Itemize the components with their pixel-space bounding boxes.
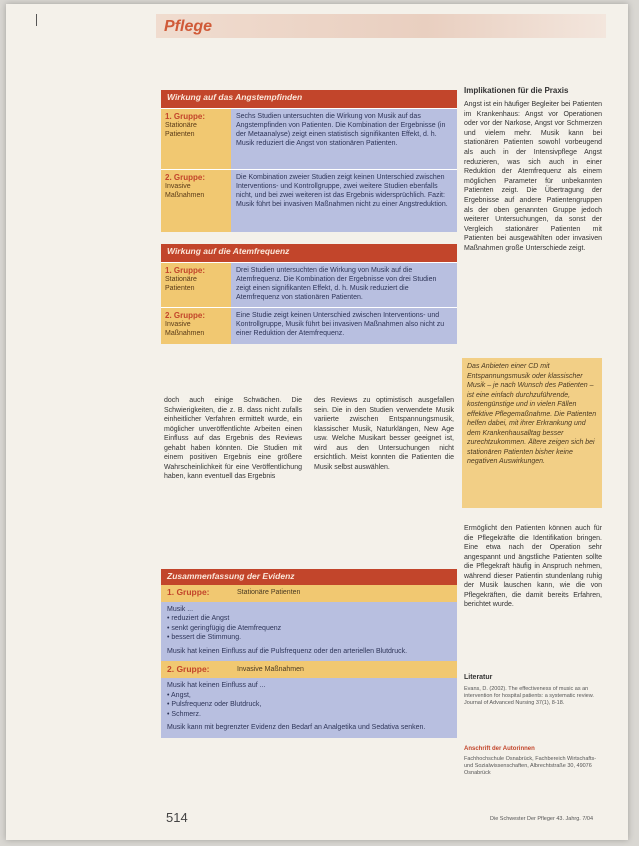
group-subtitle: Invasive Maßnahmen: [165, 321, 205, 337]
summary-line: Musik hat keinen Einfluss auf ...: [167, 682, 266, 689]
summary-line: • Schmerz.: [167, 710, 201, 718]
body-text-middle: des Reviews zu optimistisch ausgefallen sein. Die in den Studien verwendete Musik variierte zwischen Entspannungsmusik, klassischer Musik, Naturklängen, New Age usw. Welche Musikart besser geeignet ist, wird aus den Untersuchungen nicht ersichtlich. Meist konnten die Patienten die Musik selbst auswählen.: [314, 397, 454, 471]
group-text: Drei Studien untersuchten die Wirkung von Musik auf die Atemfrequenz. Die Kombination der Ergebnisse von drei Studien zeigt einen signifikanten Effekt, d. h. Musik reduziert die Atemfrequenz von stationären Patienten.: [231, 263, 457, 307]
header-bar: [156, 14, 606, 38]
summary-note: Musik kann mit begrenzter Evidenz den Bedarf an Analgetika und Sedativa senken.: [167, 724, 426, 731]
references-text: Evans, D. (2002). The effectiveness of music as an intervention for hospital patients: a systematic review. Journal of Advanced Nursing 37(1), 8-18.: [464, 686, 594, 706]
journal-footer: Die Schwester Der Pfleger 43. Jahrg. 7/04: [490, 816, 594, 822]
group-label: [161, 170, 231, 232]
group-row: [161, 307, 457, 344]
summary-title: Zusammenfassung der Evidenz: [161, 569, 457, 585]
page: [6, 4, 628, 840]
box-title: Wirkung auf das Angstempfinden: [161, 90, 457, 108]
implications-title: Implikationen für die Praxis: [464, 86, 569, 95]
summary-line: • bessert die Stimmung.: [167, 634, 242, 641]
group-subtitle: Invasive Maßnahmen: [165, 183, 205, 199]
group-row: [161, 262, 457, 307]
implications-text: Angst ist ein häufiger Begleiter bei Patienten im Krankenhaus: Angst vor Operationen oder vor der Narkose, Angst vor Schmerzen und vielem mehr. Musik kann bei stationären Patienten sowohl vorbeugend als auch in der Intensivpflege Angst reduzieren, was sich auch in einer Reduktion der Atemfrequenz als einem möglichen Parameter für unbekannten Patienten zeigt. Die Übertragung der Ergebnisse auf andere Patientengruppen als der oben genannten Gruppe jedoch weiterer Untersuchungen, da sonst der Vergleich stationärer Patienten mit Patienten bei ausgewählten oder invasiven Maßnahmen große Unterschiede zeigt.: [464, 101, 602, 252]
group-subtitle: Stationäre Patienten: [165, 122, 197, 138]
group-row: [161, 108, 457, 169]
margin-rule: [36, 14, 37, 26]
anxiety-effect-box: [161, 90, 457, 232]
box-title: Wirkung auf die Atemfrequenz: [161, 244, 457, 262]
group-subtitle: Stationäre Patienten: [165, 276, 197, 292]
summary-group-2-body: [161, 678, 457, 738]
pull-quote: Das Anbieten einer CD mit Entspannungsmusik oder klassischer Musik – je nach Wunsch des Patienten – ist eine einfach durchzuführende, kostengünstige und in vielen Fällen effektive Pflegemaßnahme. Die Patienten helfen dabei, mit ihrer Erkrankung und dem Krankenhausalltag besser zurechtzukommen. Ältere zeigen sich bei stationären Patienten bisher keine negativen Auswirkungen.: [462, 358, 602, 508]
group-text: Sechs Studien untersuchten die Wirkung von Musik auf das Angstempfinden von Patienten. Die Kombination der Ergebnisse (in der Metaanalyse) zeigt einen statistisch signifikanten Effekt, d. h. Musik reduziert die Angst von stationären Patienten.: [231, 109, 457, 169]
summary-line: • reduziert die Angst: [167, 615, 230, 622]
group-name: 2. Gruppe:: [165, 173, 206, 182]
group-text: Eine Studie zeigt keinen Unterschied zwischen Interventions- und Kontrollgruppe, Musik führt bei invasiven Maßnahmen also nicht zu einer Reduktion der Atemfrequenz.: [231, 308, 457, 344]
summary-group-2: [161, 661, 457, 678]
group-name: 1. Gruppe:: [165, 266, 206, 275]
group-label: [161, 109, 231, 169]
address-title: Anschrift der Autorinnen: [464, 746, 535, 752]
group-row: [161, 169, 457, 232]
group-subtitle: Stationäre Patienten: [237, 589, 301, 597]
summary-group-1-body: [161, 602, 457, 662]
summary-note: Musik hat keinen Einfluss auf die Pulsfrequenz oder den arteriellen Blutdruck.: [167, 647, 408, 655]
summary-line: • Pulsfrequenz oder Blutdruck,: [167, 701, 262, 708]
evidence-summary-box: [161, 569, 457, 738]
body-text-left: doch auch einige Schwächen. Die Schwierigkeiten, die z. B. dass nicht zufalls einheitlicher Verfahren ermittelt wurde, ein möglicher unveröffentlichte Arbeiten einen Einfluss auf das Ergebnis des Reviews gehabt haben könnten. Die Studien mit einem positiven Ergebnis eine größere Wahrscheinlichkeit für eine Veröffentlichung haben, kann eventuell das Ergebnis: [164, 397, 302, 480]
group-name: 2. Gruppe:: [165, 311, 206, 320]
address-text: Fachhochschule Osnabrück, Fachbereich Wirtschafts- und Sozialwissenschaften, Albrechtstraße 30, 49076 Osnabrück: [464, 756, 597, 776]
group-name: 1. Gruppe:: [165, 112, 206, 121]
section-title: Pflege: [164, 18, 213, 35]
references-title: Literatur: [464, 674, 493, 681]
group-name: 2. Gruppe:: [167, 663, 210, 674]
group-subtitle: Invasive Maßnahmen: [237, 665, 304, 673]
group-label: [161, 263, 231, 307]
page-number: 514: [166, 810, 188, 825]
group-name: 1. Gruppe:: [167, 587, 210, 598]
group-text: Die Kombination zweier Studien zeigt keinen Unterschied zwischen Interventions- und Kontrollgruppe, zwei weitere Studien ebenfalls nicht, und bei zwei weiteren ist das Ergebnis widersprüchlich. Fazit: Musik führt bei invasiven Maßnahmen nicht zu einer Angstreduktion.: [231, 170, 457, 232]
group-label: [161, 308, 231, 344]
implications-continued: Ermöglicht den Patienten können auch für die Pflegekräfte die Identifikation bringen. Eine etwa nach der Operation sehr angespannt und ängstliche Patienten sollte die Pflegekraft häufig in Anspruch nehmen, während dieser Patientin stundenlang ruhig der Musik lauschen kann, wie die von Pflegekräften, die damit bereits Erfahren, berichtet wurde.: [464, 525, 602, 608]
summary-line: • senkt geringfügig die Atemfrequenz: [167, 624, 282, 632]
summary-line: • Angst,: [167, 691, 191, 699]
respiratory-rate-box: [161, 244, 457, 344]
summary-line: Musik ...: [167, 605, 194, 613]
summary-group-1: [161, 585, 457, 602]
